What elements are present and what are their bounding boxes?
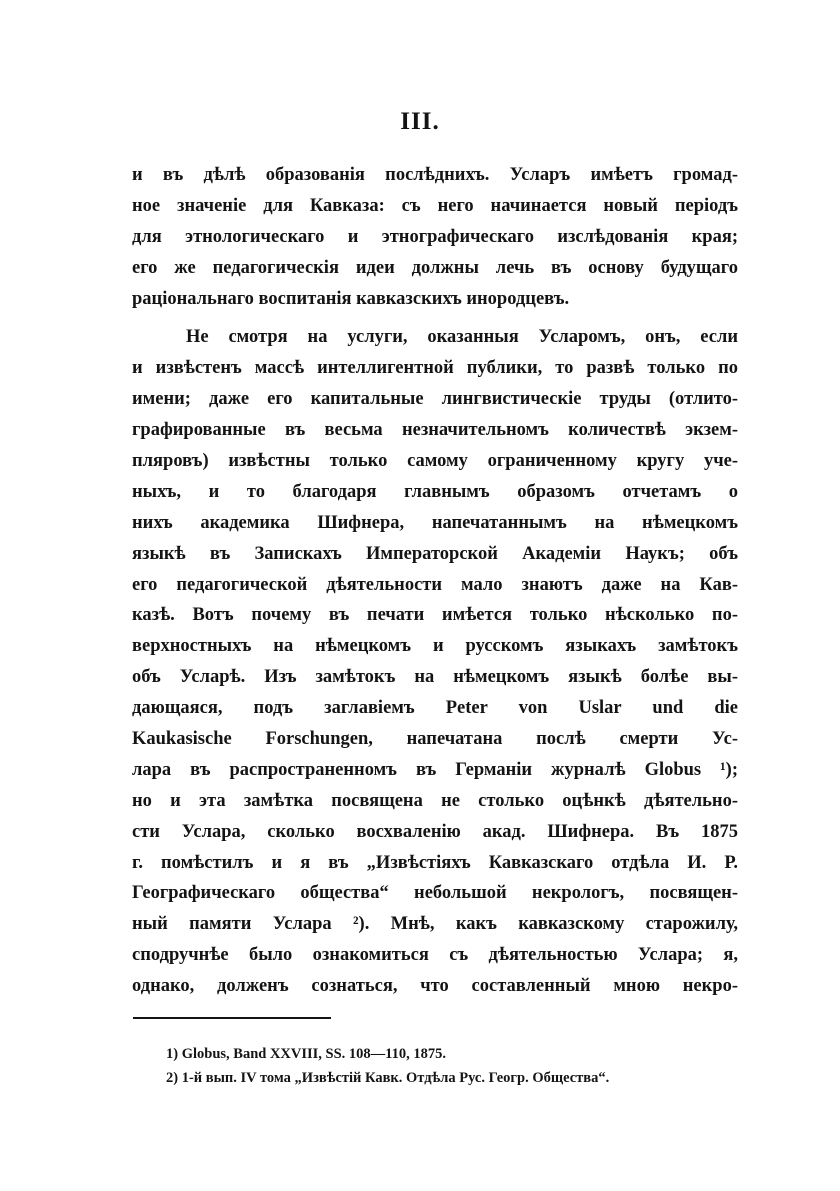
text-line: Не смотря на услуги, оказанныя Усларомъ, онъ, если (186, 327, 738, 348)
text-line: языкѣ въ Запискахъ Императорской Академіи Наукъ; объ (132, 543, 738, 564)
text-line: дающаяся, подъ заглавіемъ Peter von Uslar und die (132, 698, 738, 719)
text-line: ныхъ, и то благодаря главнымъ образомъ отчетамъ о (132, 481, 738, 502)
paragraph-1 (132, 160, 738, 314)
footnote-1: 1) Globus, Band XXVIII, SS. 108—110, 1875. (166, 1046, 447, 1062)
text-line: но и эта замѣтка посвящена не столько оцѣнкѣ дѣятельно- (132, 790, 738, 811)
footnote-divider (133, 1017, 331, 1019)
text-line: пляровъ) извѣстны только самому ограниченному кругу уче- (132, 451, 738, 472)
page-number: III. (400, 108, 440, 135)
text-line: Kaukasische Forschungen, напечатана послѣ смерти Ус- (132, 729, 738, 750)
footnotes (166, 1042, 746, 1090)
text-line: однако, долженъ сознаться, что составленный мною некро- (132, 976, 738, 997)
text-line: объ Усларѣ. Изъ замѣтокъ на нѣмецкомъ языкѣ болѣе вы- (132, 667, 738, 688)
text-line: сподручнѣе было ознакомиться съ дѣятельностью Услара; я, (132, 945, 738, 966)
text-line: его педагогической дѣятельности мало знаютъ даже на Кав- (132, 574, 738, 595)
text-line: г. помѣстилъ и я въ „Извѣстіяхъ Кавказскаго отдѣла И. Р. (132, 852, 738, 873)
text-line: верхностныхъ на нѣмецкомъ и русскомъ языкахъ замѣтокъ (132, 636, 738, 657)
text-line: ное значеніе для Кавказа: съ него начинается новый періодъ (132, 195, 738, 216)
text-line: и въ дѣлѣ образованія послѣднихъ. Усларъ имѣетъ громад- (132, 165, 738, 185)
text-line: имени; даже его капитальные лингвистическіе труды (отлито- (132, 389, 738, 410)
text-line: и извѣстенъ массѣ интеллигентной публики, то развѣ только по (132, 358, 738, 379)
text-line: казѣ. Вотъ почему въ печати имѣется только нѣсколько по- (132, 605, 738, 626)
text-line: его же педагогическія идеи должны лечь въ основу будущаго (132, 257, 738, 278)
paragraph-2 (132, 322, 738, 1002)
text-line: для этнологическаго и этнографическаго изслѣдованія края; (132, 226, 738, 247)
text-line: сти Услара, сколько восхваленію акад. Шифнера. Въ 1875 (132, 821, 738, 842)
body-text (132, 160, 738, 1002)
paragraph-gap (132, 314, 738, 322)
text-line: графированные въ весьма незначительномъ количествѣ экзем- (132, 420, 738, 441)
text-line: раціональнаго воспитанія кавказскихъ инородцевъ. (132, 288, 570, 309)
text-line: нихъ академика Шифнера, напечатаннымъ на нѣмецкомъ (132, 512, 738, 533)
footnote-2: 2) 1-й вып. IV тома „Извѣстій Кавк. Отдѣла Рус. Геогр. Общества“. (166, 1070, 610, 1086)
text-line: лара въ распространенномъ въ Германіи журналѣ Globus ¹); (132, 759, 738, 780)
text-line: ный памяти Услара ²). Мнѣ, какъ кавказскому старожилу, (132, 914, 738, 935)
text-line: Географическаго общества“ небольшой некрологъ, посвящен- (132, 883, 738, 904)
